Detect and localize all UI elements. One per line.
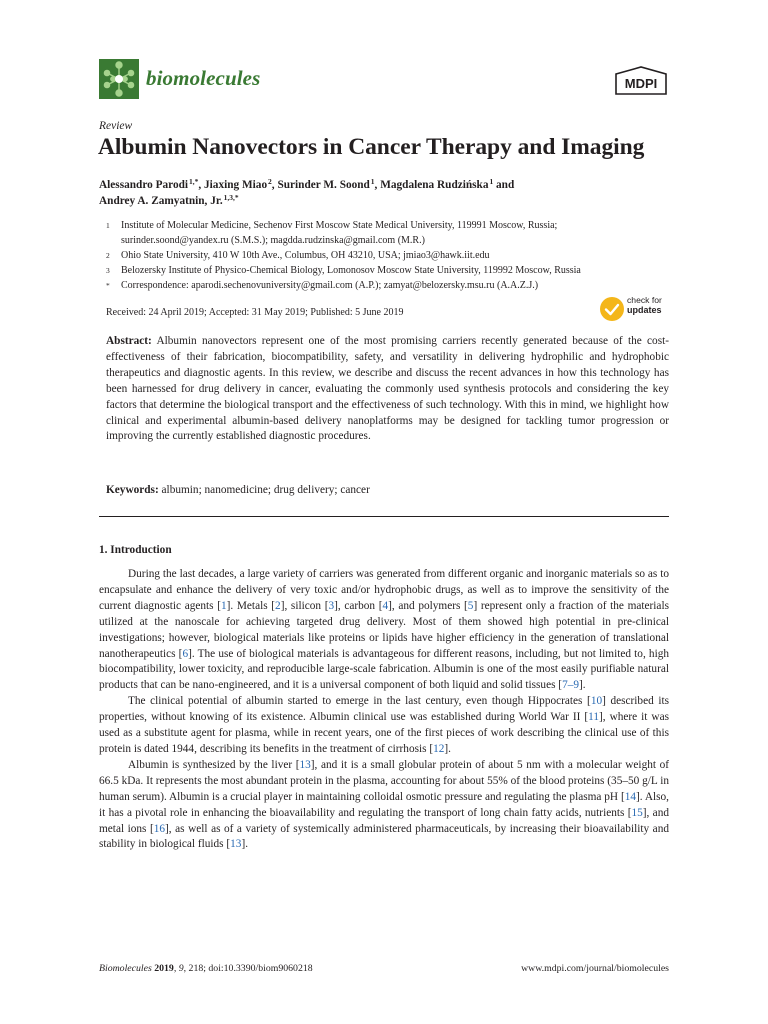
molecule-cluster-icon <box>99 59 139 99</box>
affiliation-number: 3 <box>106 266 110 276</box>
author[interactable] <box>204 179 272 191</box>
reference-link[interactable]: 12 <box>433 742 445 755</box>
affiliation-text: Ohio State University, 410 W 10th Ave., Columbus, OH 43210, USA; jmiao3@hawk.iit.edu <box>121 250 490 262</box>
author-name: Magdalena Rudzińska <box>380 179 489 191</box>
affiliation-number: 2 <box>106 251 110 261</box>
reference-link[interactable]: 14 <box>624 790 637 803</box>
affiliation-text: Institute of Molecular Medicine, Sechenov First Moscow State Medical University, 119991 Moscow, Russia; <box>121 220 558 231</box>
publication-dates: Received: 24 April 2019; Accepted: 31 May 2019; Published: 5 June 2019 <box>106 307 404 318</box>
reference-link[interactable]: 16 <box>153 822 166 835</box>
abstract-label: Abstract: <box>106 335 152 347</box>
author-list <box>99 178 674 209</box>
paragraph-text: ] represent only a fraction of the materials utilized at the nanoscale for achieving targeted drug delivery. Most of them showed high potential in pre-clinical investigations; however, biological materials like proteins or lipids have higher efficiency in the generation of translational nanotherapeutics [ <box>99 599 669 660</box>
author-name: Andrey A. Zamyatnin, Jr. <box>99 194 223 207</box>
author-separator: , <box>271 179 278 191</box>
author-name: Surinder M. Soond <box>277 179 370 191</box>
reference-link[interactable]: 4 <box>382 599 389 612</box>
reference-link[interactable]: 1 <box>220 599 227 612</box>
paragraph-text: ]. <box>579 679 586 692</box>
keywords-label: Keywords: <box>106 484 159 496</box>
footer-year: 2019 <box>154 963 174 974</box>
paragraph-text: ]. Also, it has a pivotal role in enhancing the bioavailability and regulating the transport of long chain fatty acids, nutrients [ <box>99 790 669 819</box>
body-paragraph <box>99 567 669 694</box>
author[interactable] <box>277 179 374 191</box>
affiliations <box>106 218 686 293</box>
footer-volume: 9 <box>178 963 184 974</box>
reference-link[interactable]: 3 <box>328 599 335 612</box>
check-for-updates-label <box>627 296 662 315</box>
affiliation-row <box>106 263 686 278</box>
affiliation-text: surinder.soond@yandex.ru (S.M.S.); magdda.rudzinska@gmail.com (M.R.) <box>121 235 425 247</box>
footer-journal: Biomolecules <box>99 963 152 974</box>
paragraph-text: ], and polymers [ <box>388 599 468 612</box>
body-text <box>99 567 669 853</box>
correspondence-mark: * <box>106 281 110 291</box>
body-paragraph <box>99 758 669 853</box>
abstract-text: Albumin nanovectors represent one of the most promising carriers recently generated because of the cost-effectiveness of their fabrication, biocompatibility, safety, and versatility in delivering hydrophilic and hydrophobic therapeutics and diagnostic agents. In this review, we describe and discuss the recent advances in how this technology has been harnessed for drug delivery in cancer, evaluating the commonly used synthesis protocols and considering the key factors that determine the biological transport and the effectiveness of such technology. With this in mind, we highlight how clinical and experimental albumin-based delivery nanoplatforms may be designed for tackling tumor progression or improving the currently established diagnostic procedures. <box>106 335 670 443</box>
reference-link[interactable]: 13 <box>230 838 242 851</box>
reference-link[interactable]: 5 <box>467 599 474 612</box>
article-title: Albumin Nanovectors in Cancer Therapy and Imaging <box>98 134 645 160</box>
footer-citation: Biomolecules 2019, 9, 218; doi:10.3390/biom9060218 <box>99 963 313 974</box>
paragraph-text: ], where it was used as a substitute agent for plasma, while in recent years, one of the first pieces of work describing the clinical use of this protein is dated 1944, describing its benefits in the treatment of cirrhosis [ <box>99 711 669 755</box>
paragraph-text: ], silicon [ <box>280 599 329 612</box>
reference-link[interactable]: 2 <box>275 599 281 612</box>
reference-link[interactable]: 15 <box>631 806 643 819</box>
author-name: Jiaxing Miao <box>204 179 268 191</box>
paragraph-text: ]. <box>241 838 249 851</box>
article-type: Review <box>99 120 133 132</box>
affiliation-number: 1 <box>106 221 110 230</box>
publisher-logo-text: MDPI <box>624 76 658 91</box>
paragraph-text: ], carbon [ <box>334 599 383 612</box>
correspondence-row <box>106 278 686 293</box>
journal-name: biomolecules <box>146 66 261 90</box>
author-affiliation-mark: 1,3,* <box>223 192 239 202</box>
correspondence-text: Correspondence: aparodi.sechenovuniversity@gmail.com (A.P.); zamyat@belozersky.msu.ru (A.A.Z.J.) <box>121 280 539 292</box>
check-for-updates-icon <box>600 297 624 321</box>
paragraph-text: ], and it is a small globular protein of about 5 nm with a molecular weight of 66.5 kDa. It represents the most abundant protein in the plasma, accounting for about 55% of the blood proteins (35–50 g/L in human serum). Albumin is a crucial player in maintaining colloidal osmotic pressure and regulating the plasma pH [ <box>99 758 669 803</box>
author[interactable] <box>99 179 198 191</box>
author[interactable] <box>380 179 493 191</box>
author-affiliation-mark: 2 <box>268 177 272 186</box>
footer-doi: , 218; doi:10.3390/biom9060218 <box>183 963 313 974</box>
footer-journal-url[interactable]: www.mdpi.com/journal/biomolecules <box>521 963 669 974</box>
affiliation-row <box>106 248 686 263</box>
body-paragraph <box>99 694 669 758</box>
affiliation-row <box>106 218 686 233</box>
paragraph-text: ]. <box>444 742 452 755</box>
paragraph-text: ], as well as of a variety of systemically administered pharmaceuticals, by increasing their bioavailability and stability in biological fluids [ <box>99 822 669 851</box>
author-separator: and <box>493 179 515 191</box>
check-for-updates-line1: check for <box>627 295 662 305</box>
author-separator: , <box>198 179 205 191</box>
paragraph-text: The clinical potential of albumin started to emerge in the last century, even though Hippocrates [ <box>128 695 591 708</box>
paragraph-text: ]. The use of biological materials is advantageous for different reasons, including, but not limited to, high biocompatibility, lower toxicity, and reproducible large-scale fabrication. Albumin is one of the most easily purifiable natural products that can be nano-engineered, and it is a universal component of both liquid and solid tissues [ <box>99 647 670 692</box>
keywords-text: albumin; nanomedicine; drug delivery; cancer <box>161 484 370 496</box>
affiliation-text: Belozersky Institute of Physico-Chemical Biology, Lomonosov Moscow State University, 119992 Moscow, Russia <box>121 265 581 277</box>
keywords <box>106 484 370 496</box>
author[interactable] <box>99 192 239 207</box>
mdpi-logo <box>612 66 670 96</box>
reference-link[interactable]: 7–9 <box>562 679 580 692</box>
paragraph-text: During the last decades, a large variety of carriers was generated from different organic and inorganic materials so as to encapsulate and enhance the delivery of very toxic and/or hydrophobic drugs, as well as to improve the sensitivity of the current diagnostic agents [ <box>99 568 669 612</box>
paragraph-text: ], and metal ions [ <box>99 806 669 835</box>
author-affiliation-mark: 1 <box>370 177 375 186</box>
paragraph-text: ]. Metals [ <box>226 599 276 612</box>
affiliation-row <box>106 233 686 248</box>
affiliation-number <box>106 233 121 248</box>
reference-link[interactable]: 10 <box>590 695 603 708</box>
check-for-updates-button[interactable] <box>600 296 672 324</box>
abstract <box>106 334 669 445</box>
check-for-updates-line2: updates <box>627 304 662 315</box>
author-separator: , <box>374 179 381 191</box>
paragraph-text: Albumin is synthesized by the liver [ <box>128 758 300 771</box>
author-name: Alessandro Parodi <box>99 179 189 191</box>
reference-link[interactable]: 6 <box>182 647 189 660</box>
author-affiliation-mark: 1,* <box>188 177 199 186</box>
reference-link[interactable]: 13 <box>299 758 311 771</box>
author-affiliation-mark: 1 <box>489 177 494 186</box>
section-divider <box>99 516 669 517</box>
section-heading: 1. Introduction <box>99 544 172 556</box>
paragraph-text: ] described its properties, without knowing of its existence. Albumin clinical use was established during World War II [ <box>99 695 670 724</box>
reference-link[interactable]: 11 <box>588 711 600 724</box>
